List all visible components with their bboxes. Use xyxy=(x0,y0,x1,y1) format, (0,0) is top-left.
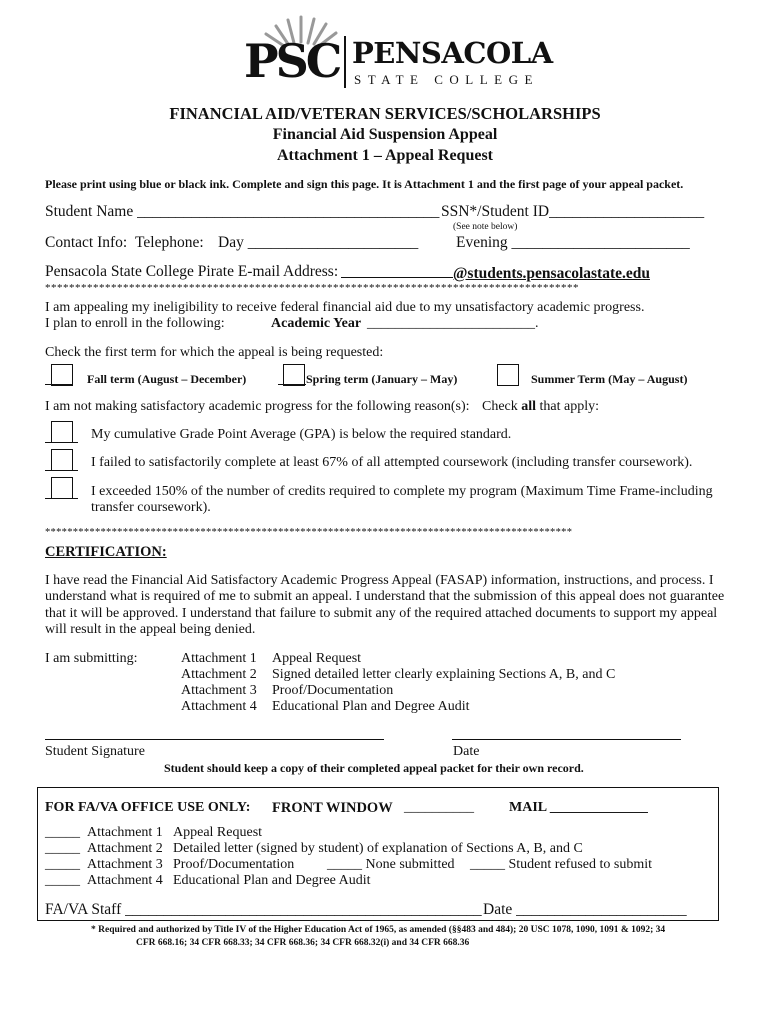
date-label: Date xyxy=(453,744,480,759)
fall-term-label: Fall term (August – December) xyxy=(87,372,247,386)
none-submitted-field[interactable]: _____ None submitted xyxy=(327,857,455,872)
attachment-3-num: Attachment 3 xyxy=(181,683,257,698)
office-row-2-blank[interactable]: _____ xyxy=(45,841,80,856)
gpa-reason-label: My cumulative Grade Point Average (GPA) is below the required standard. xyxy=(91,427,512,442)
academic-year-label: Academic Year xyxy=(271,316,362,331)
logo-divider xyxy=(344,36,346,88)
reasons-label: I am not making satisfactory academic progress for the following reason(s): xyxy=(45,399,470,414)
email-label: Pensacola State College Pirate E-mail Address: xyxy=(45,263,339,280)
footnote-line-1: * Required and authorized by Title IV of the Higher Education Act of 1965, as amended (§§483 and 484); 20 USC 1078, 1090, 1091 & 1092; 34 xyxy=(91,925,666,935)
attachment-2-desc: Signed detailed letter clearly explaining Sections A, B, and C xyxy=(272,667,616,682)
office-row-2-desc: Detailed letter (signed by student) of explanation of Sections A, B, and C xyxy=(173,841,583,856)
form-title: FINANCIAL AID/VETERAN SERVICES/SCHOLARSHIPS xyxy=(169,104,601,123)
gpa-reason-checkbox[interactable] xyxy=(51,421,73,443)
mail-field[interactable]: MAIL ______________ xyxy=(509,800,648,815)
attachment-3-desc: Proof/Documentation xyxy=(272,683,394,698)
certification-heading: CERTIFICATION: xyxy=(45,544,167,560)
summer-term-label: Summer Term (May – August) xyxy=(531,372,688,386)
day-phone-field[interactable]: Day ______________________ xyxy=(218,234,419,251)
student-name-field[interactable]: Student Name _______________________________________ xyxy=(45,203,440,220)
enroll-statement: I plan to enroll in the following: xyxy=(45,316,225,331)
attachment-4-num: Attachment 4 xyxy=(181,699,257,714)
max-timeframe-reason-label: I exceeded 150% of the number of credits required to complete my program (Maximum Time Frame-including xyxy=(91,484,713,499)
appeal-statement: I am appealing my ineligibility to receive federal financial aid due to my unsatisfactory academic progress. xyxy=(45,300,645,315)
date-line[interactable] xyxy=(452,739,681,740)
completion-reason-label: I failed to satisfactorily complete at least 67% of all attempted coursework (including transfer coursework). xyxy=(91,455,693,470)
refused-field[interactable]: _____ Student refused to submit xyxy=(470,857,652,872)
office-row-4-num: Attachment 4 xyxy=(87,873,163,888)
evening-phone-field[interactable]: Evening _______________________ xyxy=(456,234,690,251)
office-row-3-num: Attachment 3 xyxy=(87,857,163,872)
check-all-post: that apply: xyxy=(539,399,600,414)
certification-line-2: understand what is required of me to submit an appeal. I understand that the submission of this appeal does not guarantee xyxy=(45,589,725,604)
attachment-1-desc: Appeal Request xyxy=(272,651,362,666)
spring-term-label: Spring term (January – May) xyxy=(306,372,458,386)
spring-term-checkbox[interactable] xyxy=(283,364,305,386)
max-timeframe-reason-checkbox[interactable] xyxy=(51,477,73,499)
telephone-label: Telephone: xyxy=(135,234,204,251)
signature-line[interactable] xyxy=(45,739,384,740)
logo-acronym: PSC xyxy=(244,34,340,88)
fall-term-checkbox[interactable] xyxy=(51,364,73,386)
attachment-2-num: Attachment 2 xyxy=(181,667,257,682)
office-row-2-num: Attachment 2 xyxy=(87,841,163,856)
ssn-note: (See note below) xyxy=(453,222,518,232)
certification-line-1: I have read the Financial Aid Satisfactory Academic Progress Appeal (FASAP) information, instructions, and process. I xyxy=(45,573,714,588)
academic-year-field[interactable]: ________________________. xyxy=(367,316,539,331)
staff-field[interactable]: FA/VA Staff ______________________________________________ xyxy=(45,901,482,918)
completion-reason-checkbox[interactable] xyxy=(51,449,73,471)
staff-date-field[interactable]: Date ______________________ xyxy=(483,901,687,918)
keep-copy-note: Student should keep a copy of their completed appeal packet for their own record. xyxy=(164,761,584,775)
email-field[interactable] xyxy=(341,263,650,283)
form-subtitle-1: Financial Aid Suspension Appeal xyxy=(272,126,498,143)
front-window-field[interactable]: __________ xyxy=(404,800,474,815)
instructions: Please print using blue or black ink. Complete and sign this page. It is Attachment 1 and the first page of your appeal packet. xyxy=(45,177,684,191)
check-term-label: Check the first term for which the appeal is being requested: xyxy=(45,345,384,360)
check-all-note xyxy=(482,399,599,415)
check-all-bold: all xyxy=(521,399,537,414)
email-username-blank[interactable] xyxy=(341,263,453,278)
office-row-4-desc: Educational Plan and Degree Audit xyxy=(173,873,371,888)
attachment-4-desc: Educational Plan and Degree Audit xyxy=(272,699,470,714)
max-timeframe-reason-label-cont: transfer coursework). xyxy=(91,500,211,515)
certification-line-3: that it will be approved. I understand that failure to submit any of the required attached documents to support my appeal xyxy=(45,606,718,621)
certification-line-4: will result in the appeal being denied. xyxy=(45,622,256,637)
separator-stars-2: *********************************************************************************************** xyxy=(45,527,573,538)
check-all-pre: Check xyxy=(482,399,518,414)
college-logo xyxy=(244,14,553,94)
office-row-3-desc: Proof/Documentation xyxy=(173,857,295,872)
office-use-heading: FOR FA/VA OFFICE USE ONLY: xyxy=(45,800,251,815)
submitting-label: I am submitting: xyxy=(45,651,138,666)
attachment-1-num: Attachment 1 xyxy=(181,651,257,666)
form-subtitle-2: Attachment 1 – Appeal Request xyxy=(277,147,493,164)
summer-term-checkbox[interactable] xyxy=(497,364,519,386)
front-window-label: FRONT WINDOW xyxy=(272,800,393,816)
office-row-1-num: Attachment 1 xyxy=(87,825,163,840)
office-row-1-blank[interactable]: _____ xyxy=(45,825,80,840)
footnote-line-2: CFR 668.16; 34 CFR 668.33; 34 CFR 668.36; 34 CFR 668.32(i) and 34 CFR 668.36 xyxy=(136,938,470,948)
logo-subname: STATE COLLEGE xyxy=(354,72,539,87)
logo-name: PENSACOLA xyxy=(352,36,553,70)
office-row-4-blank[interactable]: _____ xyxy=(45,873,80,888)
office-row-1-desc: Appeal Request xyxy=(173,825,263,840)
office-row-3-blank[interactable]: _____ xyxy=(45,857,80,872)
separator-stars: ***************************************************************************************** xyxy=(45,282,579,294)
email-domain: @students.pensacolastate.edu xyxy=(453,265,650,282)
ssn-field[interactable]: SSN*/Student ID____________________ xyxy=(441,203,705,220)
signature-label: Student Signature xyxy=(45,744,145,759)
contact-info-label: Contact Info: xyxy=(45,234,128,251)
